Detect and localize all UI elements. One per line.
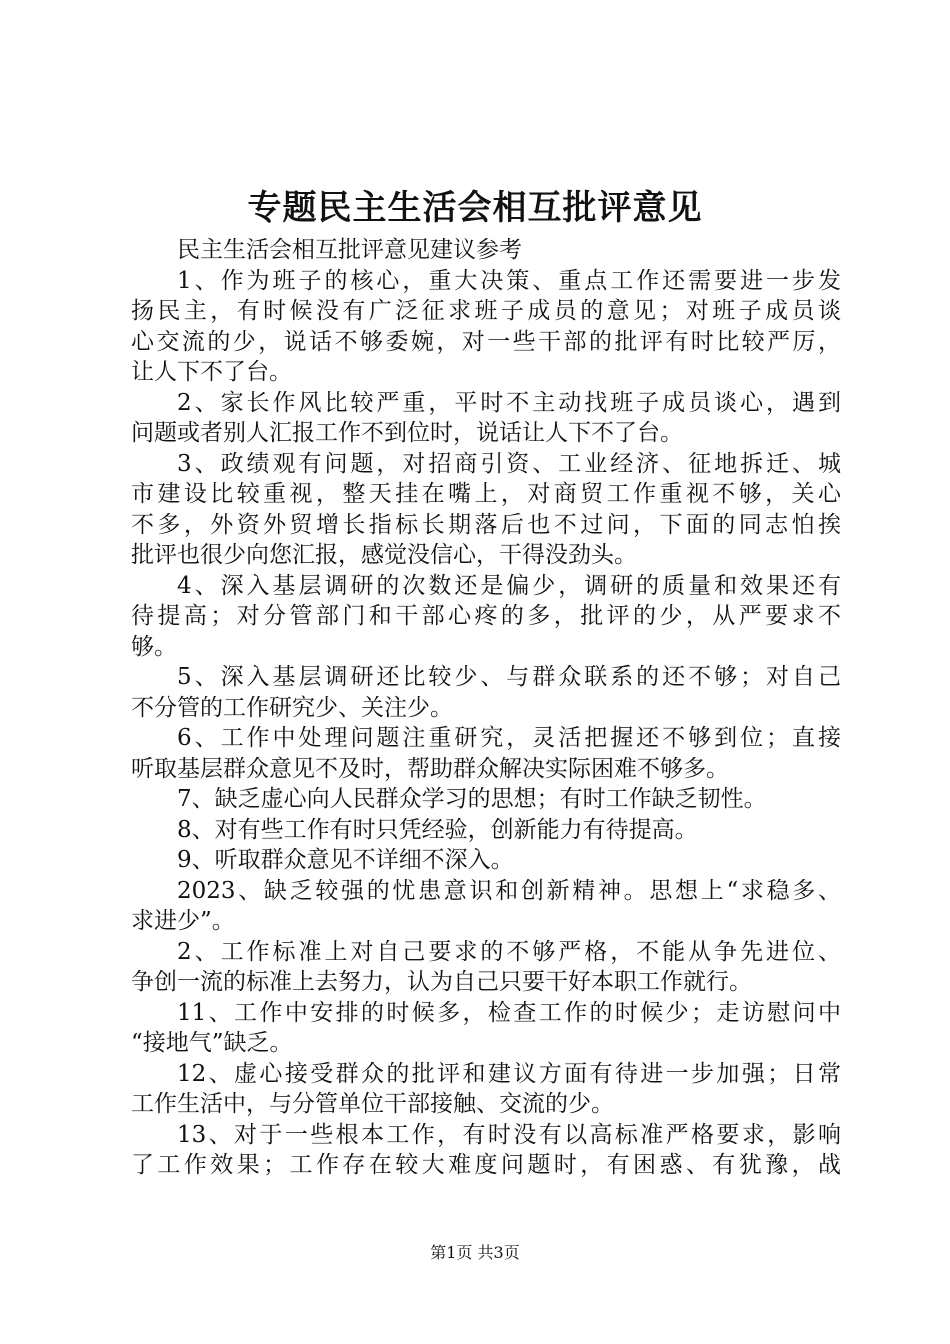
paragraph	[131, 1059, 841, 1120]
paragraph	[131, 449, 841, 571]
text-line: 不分管的工作研究少、关注少。	[131, 694, 453, 721]
paragraph	[131, 784, 841, 815]
text-line: 7、缺乏虚心向人民群众学习的思想；有时工作缺乏韧性。	[177, 786, 767, 812]
text-line: 待提高；对分管部门和干部心疼的多，批评的少，从严要求不	[131, 603, 841, 629]
text-line: 问题或者别人汇报工作不到位时，说话让人下不了台。	[131, 420, 683, 446]
text-line: 5、深入基层调研还比较少、与群众联系的还不够；对自己	[177, 664, 841, 690]
text-line: 9、听取群众意见不详细不深入。	[177, 847, 514, 873]
text-line: 市建设比较重视，整天挂在嘴上，对商贸工作重视不够，关心	[131, 481, 841, 507]
paragraph	[131, 235, 841, 266]
text-line: 批评也很少向您汇报，感觉没信心，干得没劲头。	[131, 542, 637, 568]
text-line: 2、工作标准上对自己要求的不够严格，不能从争先进位、	[177, 938, 841, 965]
text-line: 1、作为班子的核心，重大决策、重点工作还需要进一步发	[177, 267, 841, 294]
paragraph	[131, 571, 841, 663]
text-line: 4、深入基层调研的次数还是偏少，调研的质量和效果还有	[177, 572, 841, 599]
paragraph	[131, 1120, 841, 1181]
text-line: 3、政绩观有问题，对招商引资、工业经济、征地拆迁、城	[177, 450, 841, 477]
text-line: 2023、缺乏较强的忧患意识和创新精神。思想上“求稳多、	[177, 877, 841, 904]
text-line: 2、家长作风比较严重，平时不主动找班子成员谈心，遇到	[177, 389, 841, 416]
text-line: 12、虚心接受群众的批评和建议方面有待进一步加强；日常	[177, 1060, 841, 1087]
text-line: 不多，外资外贸增长指标长期落后也不过问，下面的同志怕挨	[131, 511, 841, 538]
paragraph	[131, 845, 841, 876]
text-line: 心交流的少，说话不够委婉，对一些干部的批评有时比较严厉，	[131, 328, 841, 355]
paragraph	[131, 815, 841, 846]
document-body	[131, 235, 841, 1181]
paragraph	[131, 876, 841, 937]
text-line: 争创一流的标准上去努力，认为自己只要干好本职工作就行。	[131, 969, 752, 995]
text-line: 8、对有些工作有时只凭经验，创新能力有待提高。	[177, 816, 698, 843]
document-title: 专题民主生活会相互批评意见	[247, 188, 703, 228]
text-line: 听取基层群众意见不及时，帮助群众解决实际困难不够多。	[131, 755, 729, 782]
paragraph	[131, 388, 841, 449]
paragraph	[131, 998, 841, 1059]
paragraph	[131, 662, 841, 723]
paragraph	[131, 937, 841, 998]
paragraph	[131, 266, 841, 388]
text-line: 工作生活中，与分管单位干部接触、交流的少。	[131, 1091, 614, 1117]
text-line: 求进少”。	[131, 908, 235, 934]
page-footer: 第1页 共3页	[430, 1243, 520, 1262]
text-line: 让人下不了台。	[131, 359, 292, 385]
paragraph	[131, 723, 841, 784]
text-line: 11、工作中安排的时候多，检查工作的时候少；走访慰问中	[177, 999, 841, 1026]
text-line: 6、工作中处理问题注重研究，灵活把握还不够到位；直接	[177, 725, 841, 751]
text-line: “接地气”缺乏。	[131, 1030, 293, 1056]
text-line: 扬民主，有时候没有广泛征求班子成员的意见；对班子成员谈	[131, 298, 841, 324]
text-line: 民主生活会相互批评意见建议参考	[177, 237, 522, 263]
text-line: 13、对于一些根本工作，有时没有以高标准严格要求，影响	[177, 1121, 841, 1148]
text-line: 够。	[131, 633, 177, 660]
text-line: 了工作效果；工作存在较大难度问题时，有困惑、有犹豫，战	[131, 1152, 841, 1178]
